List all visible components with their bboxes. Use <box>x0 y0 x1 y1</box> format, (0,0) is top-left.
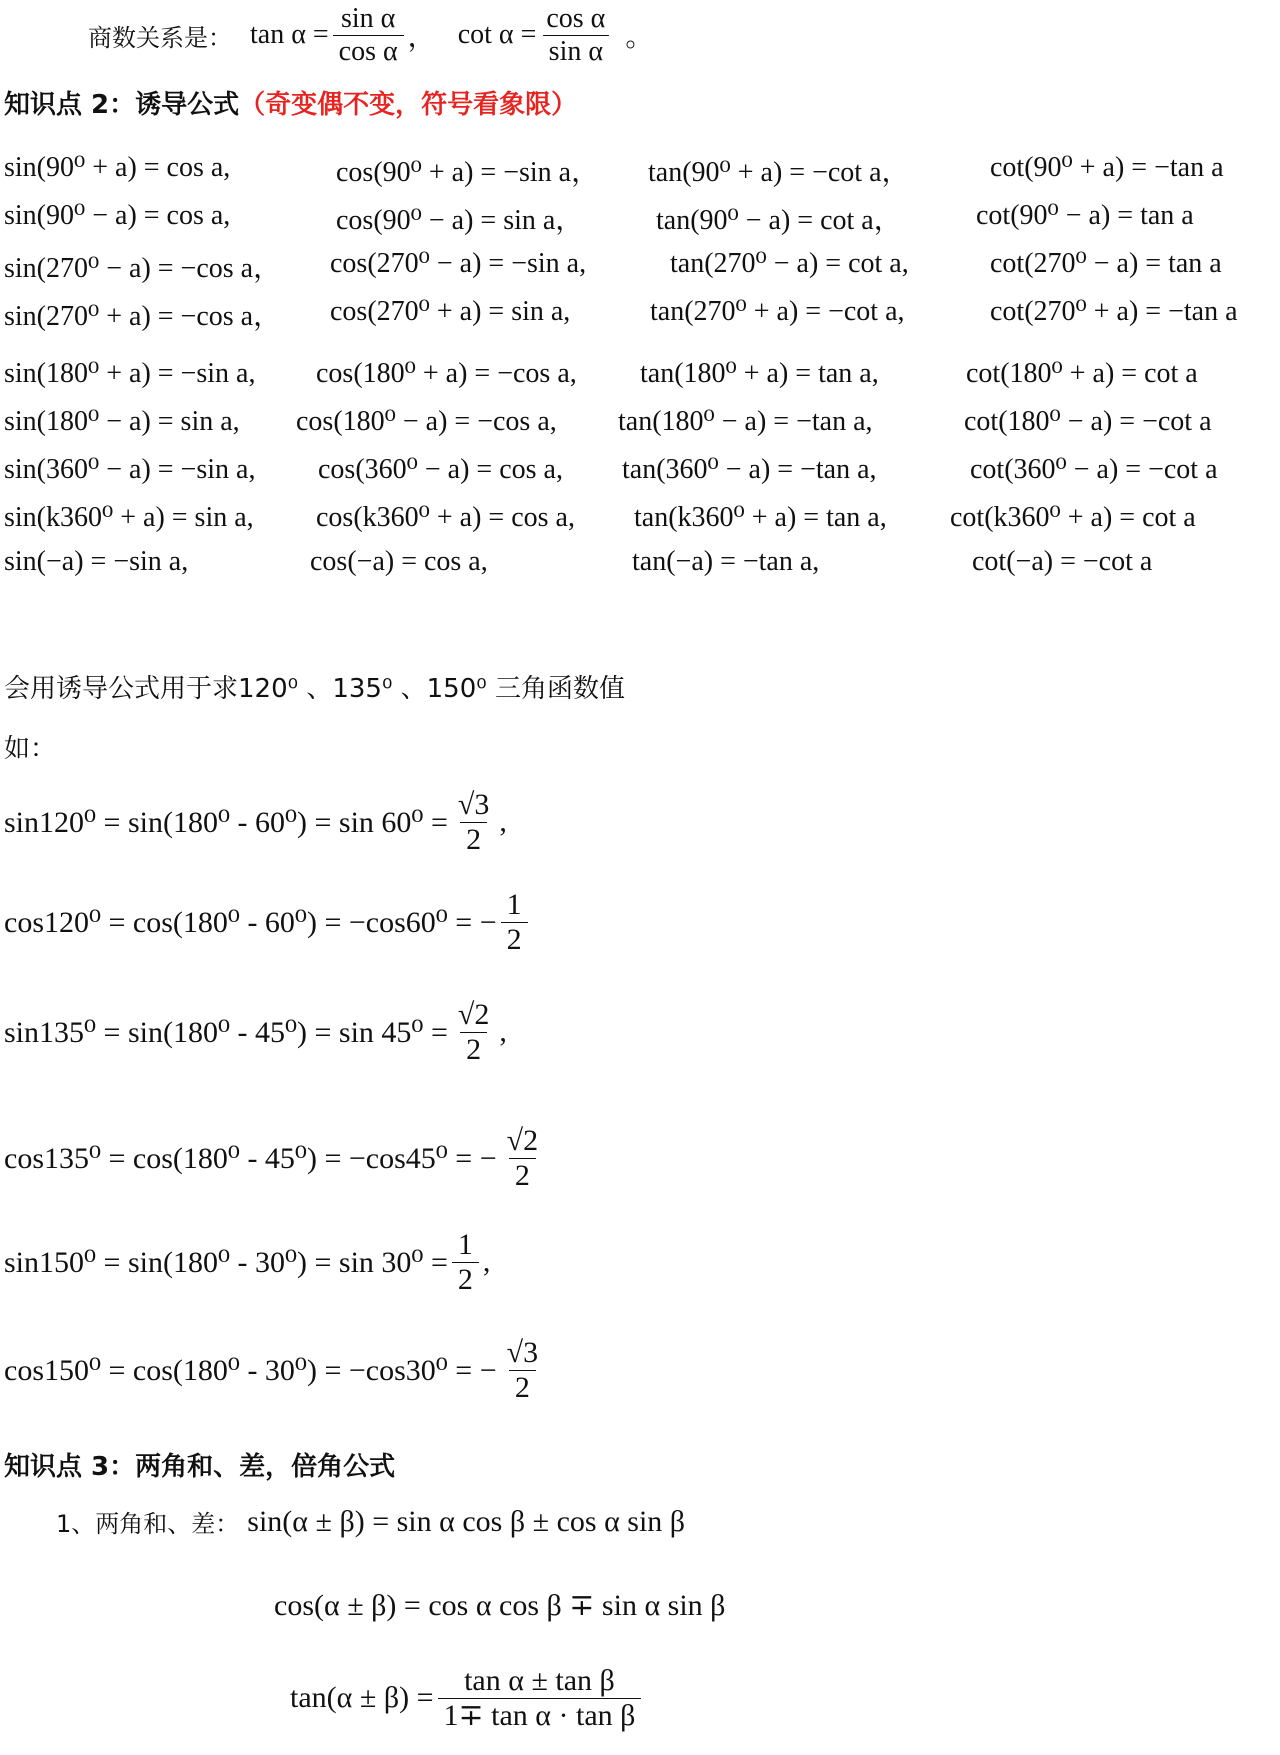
quotient-separator: ， <box>407 20 436 53</box>
example-denominator: 2 <box>509 1158 536 1193</box>
formula-cell: cos(90⁰ + a) = −sin a， <box>336 157 600 188</box>
example-numerator: √3 <box>506 1336 539 1369</box>
formula-cell: tan(360⁰ − a) = −tan a, <box>622 454 877 485</box>
formula-cell: tan(−a) = −tan a, <box>632 546 820 577</box>
formula-cell: tan(180⁰ + a) = tan a, <box>640 358 879 389</box>
example-expression: cos150⁰ = cos(180⁰ - 30⁰) = −cos30⁰ = − <box>4 1353 497 1387</box>
tan-sum-lhs: tan(α ± β) = <box>290 1681 434 1715</box>
formula-cell: cos(180⁰ + a) = −cos a, <box>316 358 577 389</box>
example-fraction <box>501 1124 544 1192</box>
formula-cell: tan(180⁰ − a) = −tan a, <box>618 406 873 437</box>
cos-sum-formula: cos(α ± β) = cos α cos β ∓ sin α sin β <box>274 1589 726 1622</box>
formula-cell: cot(k360⁰ + a) = cot a <box>950 502 1196 533</box>
tan-sum-denominator: 1∓ tan α · tan β <box>438 1698 642 1733</box>
example-fraction <box>501 888 528 956</box>
example-row <box>4 888 532 956</box>
cot-numerator: cos α <box>546 3 606 35</box>
formula-cell: tan(90⁰ − a) = cot a， <box>656 205 902 236</box>
example-fraction <box>452 1228 479 1296</box>
section2-title: 知识点 2：诱导公式 <box>4 90 240 120</box>
example-expression: cos120⁰ = cos(180⁰ - 60⁰) = −cos60⁰ = − <box>4 905 497 939</box>
formula-cell: cot(270⁰ − a) = tan a <box>990 248 1222 279</box>
item1-label: 1、两角和、差： <box>56 1510 240 1538</box>
formula-cell: cos(90⁰ − a) = sin a， <box>336 205 584 236</box>
formula-cell: tan(270⁰ + a) = −cot a, <box>650 296 905 327</box>
formula-cell: tan(k360⁰ + a) = tan a, <box>634 502 887 533</box>
example-tail: , <box>482 1245 491 1279</box>
formula-cell: cot(180⁰ − a) = −cot a <box>964 406 1212 437</box>
example-row <box>4 1124 548 1192</box>
example-row <box>4 1336 548 1404</box>
formula-cell: cot(90⁰ + a) = −tan a <box>990 152 1224 183</box>
example-denominator: 2 <box>501 922 528 957</box>
cot-fraction <box>540 3 611 67</box>
tan-sum-numerator: tan α ± tan β <box>464 1664 615 1697</box>
quotient-relation <box>88 0 653 70</box>
formula-cell: sin(270⁰ − a) = −cos a， <box>4 253 282 284</box>
formula-cell: sin(−a) = −sin a, <box>4 546 189 577</box>
formula-cell: cos(−a) = cos a, <box>310 546 488 577</box>
example-expression: cos135⁰ = cos(180⁰ - 45⁰) = −cos45⁰ = − <box>4 1141 497 1175</box>
tan-fraction <box>333 3 404 67</box>
example-label: 如： <box>4 734 57 764</box>
tan-numerator: sin α <box>340 3 396 35</box>
example-fraction <box>452 788 495 856</box>
formula-cell: sin(90⁰ + a) = cos a, <box>4 152 231 183</box>
cot-denominator: sin α <box>543 35 609 67</box>
example-row <box>4 998 507 1066</box>
section3-heading: 知识点 3：两角和、差，倍角公式 <box>4 1452 396 1482</box>
quotient-label: 商数关系是： <box>88 23 232 52</box>
formula-cell: sin(180⁰ + a) = −sin a, <box>4 358 256 389</box>
example-denominator: 2 <box>460 822 487 857</box>
formula-cell: cos(270⁰ + a) = sin a, <box>330 296 571 327</box>
formula-cell: cos(360⁰ − a) = cos a, <box>318 454 563 485</box>
example-tail: , <box>499 805 507 839</box>
example-numerator: 1 <box>506 888 522 921</box>
section2-heading <box>4 84 577 121</box>
example-numerator: √2 <box>506 1124 539 1157</box>
formula-cell: cot(360⁰ − a) = −cot a <box>970 454 1218 485</box>
example-row <box>4 1228 490 1296</box>
example-numerator: √2 <box>457 998 490 1031</box>
example-expression: sin150⁰ = sin(180⁰ - 30⁰) = sin 30⁰ = <box>4 1245 448 1279</box>
example-numerator: √3 <box>457 788 490 821</box>
formula-cell: cos(k360⁰ + a) = cos a, <box>316 502 575 533</box>
example-fraction <box>501 1336 544 1404</box>
formula-cell: tan(90⁰ + a) = −cot a， <box>648 157 910 188</box>
formula-cell: cot(−a) = −cot a <box>972 546 1153 577</box>
example-denominator: 2 <box>509 1370 536 1405</box>
formula-cell: sin(k360⁰ + a) = sin a, <box>4 502 254 533</box>
example-numerator: 1 <box>457 1228 473 1261</box>
formula-cell: cos(180⁰ − a) = −cos a, <box>296 406 557 437</box>
section2-hint: （奇变偶不变，符号看象限） <box>239 90 578 120</box>
formula-cell: tan(270⁰ − a) = cot a, <box>670 248 909 279</box>
example-expression: sin120⁰ = sin(180⁰ - 60⁰) = sin 60⁰ = <box>4 805 448 839</box>
quotient-end: 。 <box>625 20 654 53</box>
example-expression: sin135⁰ = sin(180⁰ - 45⁰) = sin 45⁰ = <box>4 1015 448 1049</box>
example-denominator: 2 <box>460 1032 487 1067</box>
formula-cell: cot(180⁰ + a) = cot a <box>966 358 1198 389</box>
example-row <box>4 788 507 856</box>
tan-sum-fraction <box>438 1664 642 1732</box>
example-fraction <box>452 998 495 1066</box>
formula-cell: cot(270⁰ + a) = −tan a <box>990 296 1238 327</box>
sin-sum-formula: sin(α ± β) = sin α cos β ± cos α sin β <box>247 1504 686 1538</box>
tan-lhs: tan α = <box>250 19 329 50</box>
example-denominator: 2 <box>452 1262 479 1297</box>
formula-cell: sin(180⁰ − a) = sin a, <box>4 406 240 437</box>
sum-diff-sin-row <box>56 1504 685 1539</box>
usage-text: 会用诱导公式用于求120⁰ 、135⁰ 、150⁰ 三角函数值 <box>4 674 625 704</box>
example-tail: , <box>499 1015 507 1049</box>
tan-sum-row <box>290 1664 645 1732</box>
tan-denominator: cos α <box>333 35 404 67</box>
formula-cell: sin(360⁰ − a) = −sin a, <box>4 454 256 485</box>
formula-cell: cot(90⁰ − a) = tan a <box>976 200 1194 231</box>
formula-cell: sin(90⁰ − a) = cos a, <box>4 200 231 231</box>
formula-cell: cos(270⁰ − a) = −sin a, <box>330 248 587 279</box>
cot-lhs: cot α = <box>457 19 537 50</box>
formula-cell: sin(270⁰ + a) = −cos a， <box>4 301 282 332</box>
